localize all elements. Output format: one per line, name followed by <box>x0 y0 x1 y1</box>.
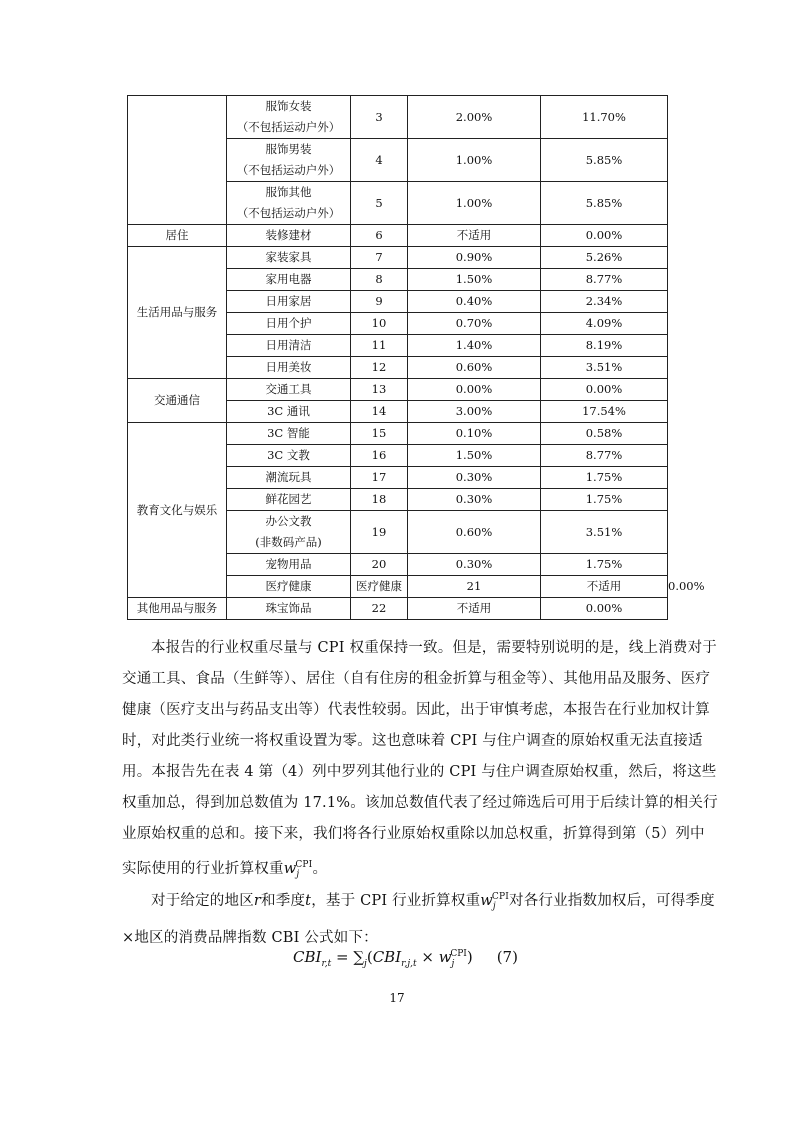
original-weight-cell: 0.90% <box>408 247 541 269</box>
converted-weight-cell: 8.19% <box>541 335 668 357</box>
converted-weight-cell: 5.85% <box>541 182 668 225</box>
industry-name-note: （不包括运动户外） <box>236 206 341 220</box>
industry-number-cell: 20 <box>351 554 408 576</box>
para1-line: 业原始权重的总和。接下来，我们将各行业原始权重除以加总权重，折算得到第（5）列中 <box>122 826 705 842</box>
industry-number-cell: 13 <box>351 379 408 401</box>
cbi-formula: $CBI_{r,t} = \sum_j(CBI_{r,j,t} \times w_j^{CPI})$ (7) <box>293 948 518 969</box>
industry-number-cell: 16 <box>351 445 408 467</box>
industry-name-cell <box>227 182 351 225</box>
para1-line: 权重加总，得到加总数值为 17.1%。该加总数值代表了经过筛选后可用于后续计算的相关行 <box>122 795 718 811</box>
original-weight-cell: 1.00% <box>408 139 541 182</box>
industry-weight-table <box>127 95 705 620</box>
original-weight-cell: 0.30% <box>408 489 541 511</box>
original-weight-cell: 3.00% <box>408 401 541 423</box>
industry-number-cell: 22 <box>351 598 408 620</box>
original-weight-cell: 0.70% <box>408 313 541 335</box>
original-weight-cell: 0.60% <box>408 357 541 379</box>
industry-name: 日用清洁 <box>265 338 312 352</box>
converted-weight-cell: 5.85% <box>541 139 668 182</box>
industry-number-cell: 12 <box>351 357 408 379</box>
industry-number-cell: 17 <box>351 467 408 489</box>
converted-weight-cell: 2.34% <box>541 291 668 313</box>
industry-number-cell: 19 <box>351 511 408 554</box>
converted-weight-cell: 0.58% <box>541 423 668 445</box>
category-cell: 教育文化与娱乐 <box>128 423 227 598</box>
category-cell: 医疗健康 <box>227 576 351 598</box>
original-weight-cell: 0.30% <box>408 467 541 489</box>
converted-weight-cell: 17.54% <box>541 401 668 423</box>
original-weight-cell: 1.50% <box>408 269 541 291</box>
industry-name-cell <box>227 401 351 423</box>
industry-name-note: (非数码产品) <box>255 535 322 549</box>
category-cell: 居住 <box>128 225 227 247</box>
converted-weight-cell: 3.51% <box>541 357 668 379</box>
industry-number-cell: 5 <box>351 182 408 225</box>
para1-line: 本报告的行业权重尽量与 CPI 权重保持一致。但是，需要特别说明的是，线上消费对于 <box>151 640 717 656</box>
industry-number-cell: 4 <box>351 139 408 182</box>
industry-number-cell: 15 <box>351 423 408 445</box>
paragraph-cbi-intro <box>122 882 715 954</box>
converted-weight-cell: 1.75% <box>541 554 668 576</box>
industry-name-note: （不包括运动户外） <box>236 163 341 177</box>
industry-name: 装修建材 <box>265 228 312 242</box>
industry-name: 服饰其他 <box>265 185 312 199</box>
para1-line: 用。本报告先在表 4 第（4）列中罗列其他行业的 CPI 与住户调查原始权重，然后，将这些 <box>122 764 717 780</box>
original-weight-cell: 0.40% <box>408 291 541 313</box>
original-weight-cell: 不适用 <box>408 225 541 247</box>
industry-name-cell <box>227 313 351 335</box>
industry-number-cell: 14 <box>351 401 408 423</box>
para1-line: 交通工具、食品（生鲜等）、居住（自有住房的租金折算与租金等）、其他用品及服务、医疗 <box>122 671 711 687</box>
converted-weight-cell: 8.77% <box>541 445 668 467</box>
original-weight-cell: 0.00% <box>408 379 541 401</box>
industry-name-cell <box>227 598 351 620</box>
table-row <box>128 379 668 401</box>
industry-name: 日用家居 <box>265 294 312 308</box>
industry-name-cell <box>227 225 351 247</box>
industry-name-cell <box>227 511 351 554</box>
industry-name: 珠宝饰品 <box>265 601 312 615</box>
para1-line: 健康（医疗支出与药品支出等）代表性较弱。因此，出于审慎考虑，本报告在行业加权计算 <box>122 702 710 718</box>
industry-name: 潮流玩具 <box>265 470 312 484</box>
original-weight-cell: 不适用 <box>408 598 541 620</box>
industry-name: 日用美妆 <box>265 360 312 374</box>
industry-name: 宠物用品 <box>265 557 312 571</box>
original-weight-cell: 不适用 <box>541 576 668 598</box>
industry-name-cell <box>227 96 351 139</box>
industry-name: 医疗健康 <box>356 579 402 593</box>
table-row <box>128 247 668 269</box>
industry-name-cell <box>227 335 351 357</box>
original-weight-cell: 1.40% <box>408 335 541 357</box>
converted-weight-cell: 0.00% <box>541 598 668 620</box>
industry-name-cell <box>227 379 351 401</box>
converted-weight-cell: 4.09% <box>541 313 668 335</box>
original-weight-cell: 0.30% <box>408 554 541 576</box>
industry-name-cell <box>351 576 408 598</box>
original-weight-cell: 0.60% <box>408 511 541 554</box>
table-row: 医疗健康 医疗健康 21 不适用 0.00% <box>128 576 668 598</box>
industry-number-cell: 11 <box>351 335 408 357</box>
industry-name-cell <box>227 423 351 445</box>
industry-number-cell: 9 <box>351 291 408 313</box>
industry-name: 服饰女装 <box>265 99 312 113</box>
converted-weight-cell: 1.75% <box>541 489 668 511</box>
category-cell: 交通通信 <box>128 379 227 423</box>
industry-name-cell <box>227 269 351 291</box>
original-weight-cell: 0.10% <box>408 423 541 445</box>
equation-number: (7) <box>496 948 518 966</box>
converted-weight-cell: 11.70% <box>541 96 668 139</box>
page-number: 17 <box>389 991 405 1005</box>
para1-line: 时，对此类行业统一将权重设置为零。这也意味着 CPI 与住户调查的原始权重无法直接适 <box>122 733 703 749</box>
table-row <box>128 225 668 247</box>
industry-number-cell: 10 <box>351 313 408 335</box>
industry-name: 3C 智能 <box>267 426 310 440</box>
industry-name: 鲜花园艺 <box>265 492 312 506</box>
industry-name: 3C 通讯 <box>267 404 310 418</box>
industry-name: 交通工具 <box>265 382 312 396</box>
industry-name-cell <box>227 247 351 269</box>
original-weight-cell: 1.00% <box>408 182 541 225</box>
industry-name-cell <box>227 139 351 182</box>
category-cell: 其他用品与服务 <box>128 598 227 620</box>
industry-name: 服饰男装 <box>265 142 312 156</box>
converted-weight-cell: 5.26% <box>541 247 668 269</box>
converted-weight-cell: 8.77% <box>541 269 668 291</box>
industry-number-cell: 18 <box>351 489 408 511</box>
industry-name-cell <box>227 445 351 467</box>
industry-name-note: （不包括运动户外） <box>236 120 341 134</box>
industry-name: 家装家具 <box>265 250 312 264</box>
para2-line: ×地区的消费品牌指数 CBI 公式如下： <box>122 929 378 946</box>
para2-line: 对于给定的地区r和季度t，基于 CPI 行业折算权重$w_j^{CPI}$对各行业指数加权后，可得季度 <box>151 892 715 912</box>
industry-name: 家用电器 <box>265 272 312 286</box>
industry-number-cell: 7 <box>351 247 408 269</box>
table-row <box>128 423 668 445</box>
industry-name-cell <box>227 554 351 576</box>
table-row <box>128 598 668 620</box>
industry-number-cell: 3 <box>351 96 408 139</box>
industry-number-cell: 6 <box>351 225 408 247</box>
industry-name-cell <box>227 467 351 489</box>
converted-weight-cell: 0.00% <box>541 225 668 247</box>
industry-name: 办公文教 <box>265 514 312 528</box>
original-weight-cell: 2.00% <box>408 96 541 139</box>
original-weight-cell: 1.50% <box>408 445 541 467</box>
industry-name: 3C 文教 <box>267 448 310 462</box>
industry-name-cell <box>227 291 351 313</box>
para1-line: 实际使用的行业折算权重$w_j^{CPI}$。 <box>122 860 328 880</box>
converted-weight-cell: 1.75% <box>541 467 668 489</box>
industry-name: 日用个护 <box>265 316 312 330</box>
industry-number-cell: 8 <box>351 269 408 291</box>
category-cell <box>128 96 227 225</box>
industry-name-cell <box>227 489 351 511</box>
industry-number-cell: 21 <box>408 576 541 598</box>
category-cell: 生活用品与服务 <box>128 247 227 379</box>
converted-weight-cell: 0.00% <box>541 379 668 401</box>
table-row <box>128 96 668 139</box>
converted-weight-cell: 3.51% <box>541 511 668 554</box>
industry-name-cell <box>227 357 351 379</box>
paragraph-weights-explanation <box>122 633 718 891</box>
